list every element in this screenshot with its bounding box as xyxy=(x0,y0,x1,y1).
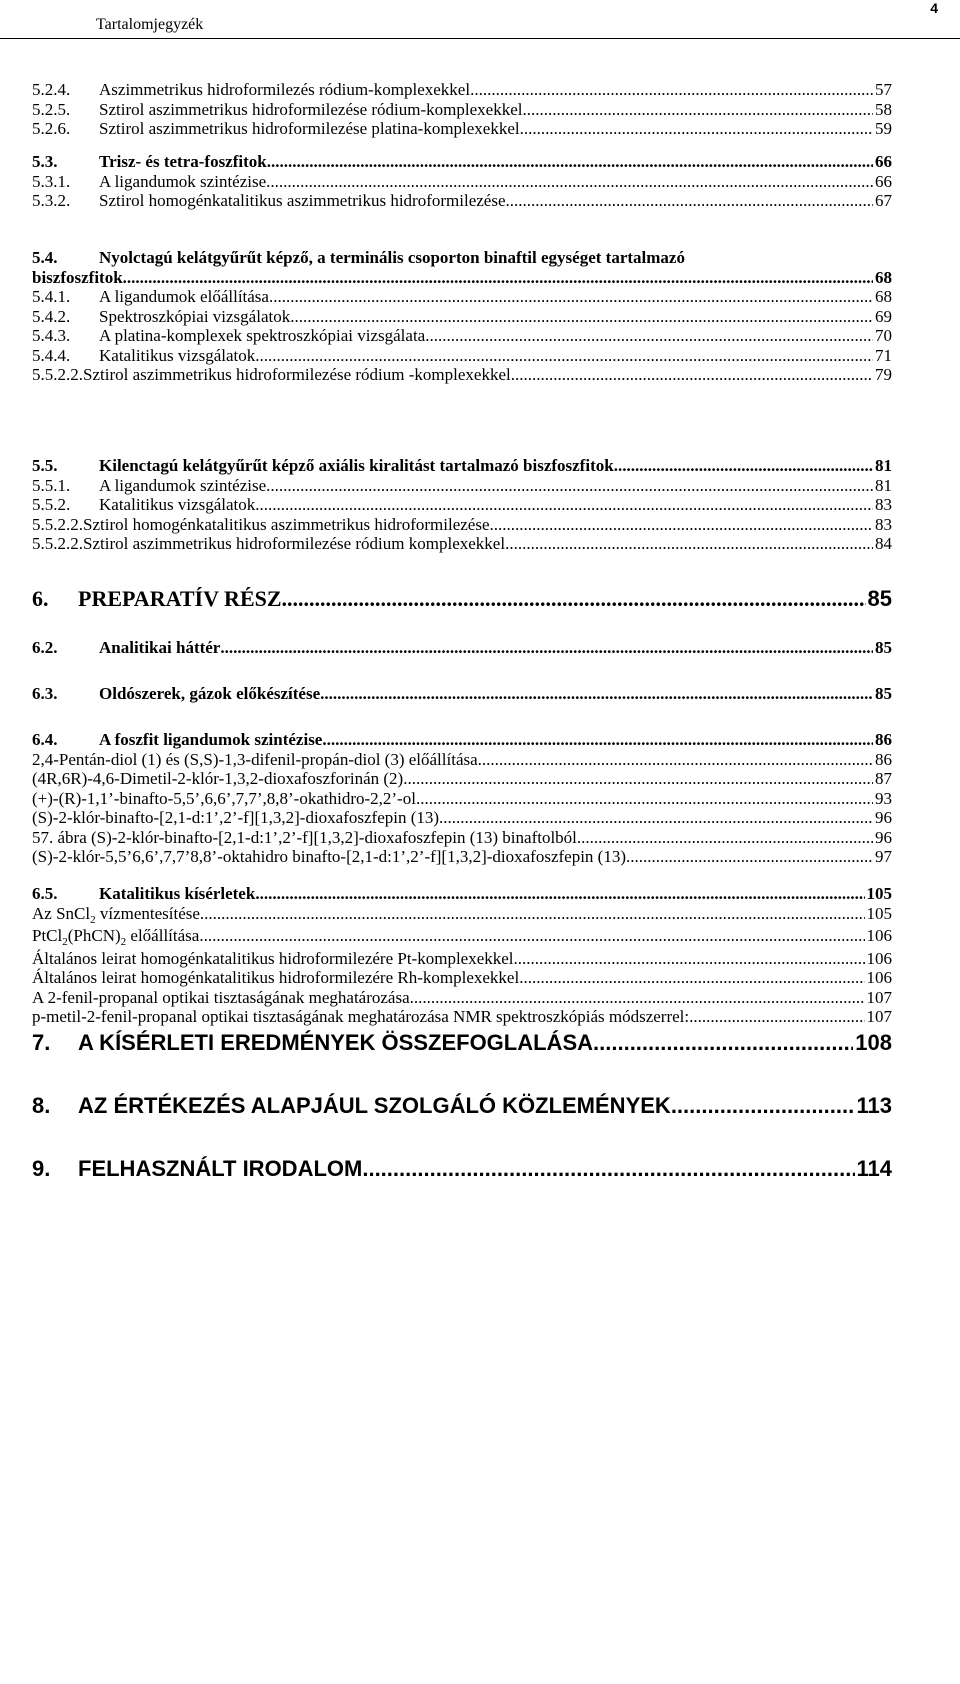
toc-entry[interactable]: 5.3.1. A ligandumok szintézise ..... 66 xyxy=(32,172,892,192)
toc-entry[interactable]: 6.3. Oldószerek, gázok előkészítése ..... 85 xyxy=(32,684,892,704)
toc-entry[interactable]: (S)-2-klór-5,5’6,6’,7,7’8,8’-oktahidro binafto-[2,1-d:1’,2’-f][1,3,2]-dioxafoszfepin (13) ..... 97 xyxy=(32,847,892,867)
toc-group-9 xyxy=(32,1156,892,1181)
toc-entry[interactable]: $PtCl_2(PhCN)_2$ előállítása ..... 106 xyxy=(32,926,892,949)
toc-group-5-4 xyxy=(32,248,892,385)
toc-entry[interactable]: 5.2.5. Sztirol aszimmetrikus hidroformilezése ródium-komplexekkel ..... 58 xyxy=(32,100,892,120)
toc-entry[interactable]: 2,4-Pentán-diol (1) és (S,S)-1,3-difenil-propán-diol (3) előállítása ..... 86 xyxy=(32,750,892,770)
toc-entry[interactable]: 6.4. A foszfit ligandumok szintézise ..... 86 xyxy=(32,730,892,750)
toc-entry[interactable]: 6.5. Katalitikus kísérletek ..... 105 xyxy=(32,884,892,904)
toc-entry[interactable]: Általános leirat homogénkatalitikus hidroformilezére Pt-komplexekkel ..... 106 xyxy=(32,949,892,969)
toc-group-5-3 xyxy=(32,152,892,211)
toc-entry[interactable]: 5.5. Kilenctagú kelátgyűrűt képző axiális kiralitást tartalmazó biszfoszfitok ..... 81 xyxy=(32,456,892,476)
toc-entry[interactable]: (4R,6R)-4,6-Dimetil-2-klór-1,3,2-dioxafoszforinán (2) ..... 87 xyxy=(32,769,892,789)
toc-entry[interactable]: Általános leirat homogénkatalitikus hidroformilezére Rh-komplexekkel ..... 106 xyxy=(32,968,892,988)
toc-entry[interactable]: 5.4.3. A platina-komplexek spektroszkópiai vizsgálata ..... 70 xyxy=(32,326,892,346)
toc-entry[interactable]: 5.2.6. Sztirol aszimmetrikus hidroformilezése platina-komplexekkel ..... 59 xyxy=(32,119,892,139)
toc-entry[interactable]: 5.4.1. A ligandumok előállítása ..... 68 xyxy=(32,287,892,307)
toc-entry[interactable]: 5.5.2.2. Sztirol aszimmetrikus hidroformilezése ródium -komplexekkel ..... 79 xyxy=(32,365,892,385)
toc-group-5-5 xyxy=(32,456,892,554)
toc-entry[interactable]: 5.5.2.2. Sztirol homogénkatalitikus aszimmetrikus hidroformilezése ..... 83 xyxy=(32,515,892,535)
toc-group-6 xyxy=(32,586,892,611)
toc-entry-chapter[interactable]: 7. A KÍSÉRLETI EREDMÉNYEK ÖSSZEFOGLALÁSA ..... 108 xyxy=(32,1030,892,1055)
toc-entry[interactable]: Az SnCl$_2$ vízmentesítése ..... 105 xyxy=(32,904,892,927)
toc-group-7 xyxy=(32,1030,892,1055)
header-rule xyxy=(0,38,960,39)
toc-entry[interactable]: 5.5.2. Katalitikus vizsgálatok ..... 83 xyxy=(32,495,892,515)
toc-entry-chapter[interactable]: 9. FELHASZNÁLT IRODALOM ..... 114 xyxy=(32,1156,892,1181)
toc-group-6-3 xyxy=(32,684,892,704)
toc-entry[interactable]: 5.4.2. Spektroszkópiai vizsgálatok ..... 69 xyxy=(32,307,892,327)
toc-entry[interactable]: 57. ábra (S)-2-klór-binafto-[2,1-d:1’,2’-f][1,3,2]-dioxafoszfepin (13) binaftolból ..... 96 xyxy=(32,828,892,848)
toc-entry[interactable]: 5.5.1. A ligandumok szintézise ..... 81 xyxy=(32,476,892,496)
toc-entry[interactable]: p-metil-2-fenil-propanal optikai tisztaságának meghatározása NMR spektroszkópiás módszerrel: ..... 107 xyxy=(32,1007,892,1027)
toc-entry[interactable]: (S)-2-klór-binafto-[2,1-d:1’,2’-f][1,3,2]-dioxafoszfepin (13) ..... 96 xyxy=(32,808,892,828)
toc-entry[interactable]: A 2-fenil-propanal optikai tisztaságának meghatározása ..... 107 xyxy=(32,988,892,1008)
toc-entry[interactable]: 5.3. Trisz- és tetra-foszfitok ..... 66 xyxy=(32,152,892,172)
toc-group-5-2 xyxy=(32,80,892,139)
toc-group-6-2 xyxy=(32,638,892,658)
toc-entry[interactable]: (+)-(R)-1,1’-binafto-5,5’,6,6’,7,7’,8,8’-okathidro-2,2’-ol ..... 93 xyxy=(32,789,892,809)
toc-entry[interactable]: 6.2. Analitikai háttér ..... 85 xyxy=(32,638,892,658)
toc-entry[interactable]: 5.2.4. Aszimmetrikus hidroformilezés ródium-komplexekkel ..... 57 xyxy=(32,80,892,100)
toc-group-8 xyxy=(32,1093,892,1118)
page-number: 4 xyxy=(930,0,938,16)
toc-entry[interactable]: 5.4.4. Katalitikus vizsgálatok ..... 71 xyxy=(32,346,892,366)
toc-entry-continuation[interactable]: biszfoszfitok ..... 68 xyxy=(32,268,892,288)
toc-entry-chapter[interactable]: 6. PREPARATÍV RÉSZ ..... 85 xyxy=(32,586,892,611)
toc-entry-heading[interactable]: 5.4. Nyolctagú kelátgyűrűt képző, a terminális csoporton binaftil egységet tartalmazó xyxy=(32,248,685,267)
toc-entry[interactable]: 5.3.2. Sztirol homogénkatalitikus aszimmetrikus hidroformilezése ..... 67 xyxy=(32,191,892,211)
toc-group-6-5 xyxy=(32,884,892,1027)
toc-group-6-4 xyxy=(32,730,892,867)
toc-entry-chapter[interactable]: 8. AZ ÉRTÉKEZÉS ALAPJÁUL SZOLGÁLÓ KÖZLEMÉNYEK ..... 113 xyxy=(32,1093,892,1118)
running-header-title: Tartalomjegyzék xyxy=(96,16,204,33)
toc-entry[interactable]: 5.5.2.2. Sztirol aszimmetrikus hidroformilezése ródium komplexekkel ..... 84 xyxy=(32,534,892,554)
